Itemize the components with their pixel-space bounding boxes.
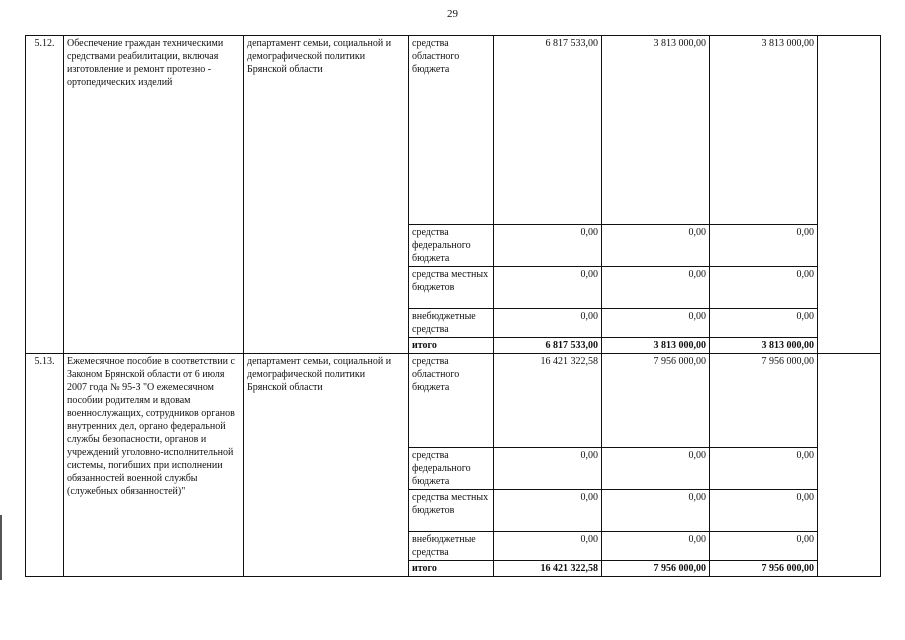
amount-col1: 16 421 322,58 (494, 354, 602, 448)
funding-source: внебюджетные средства (409, 309, 494, 338)
amount-col2: 0,00 (602, 309, 710, 338)
funding-source: средства местных бюджетов (409, 267, 494, 309)
funding-source-total: итого (409, 561, 494, 577)
amount-col1: 6 817 533,00 (494, 338, 602, 354)
amount-col1: 0,00 (494, 532, 602, 561)
amount-col2: 0,00 (602, 490, 710, 532)
executor: департамент семьи, социальной и демографической политики Брянской области (244, 36, 409, 354)
amount-col3: 3 813 000,00 (710, 36, 818, 225)
amount-col1: 16 421 322,58 (494, 561, 602, 577)
amount-col1: 0,00 (494, 448, 602, 490)
scan-edge-mark (0, 515, 2, 580)
amount-col2: 3 813 000,00 (602, 338, 710, 354)
blank-cell (818, 354, 881, 577)
item-number: 5.13. (26, 354, 64, 577)
amount-col3: 0,00 (710, 490, 818, 532)
amount-col1: 0,00 (494, 225, 602, 267)
amount-col3: 7 956 000,00 (710, 354, 818, 448)
funding-source: средства местных бюджетов (409, 490, 494, 532)
table-row (26, 36, 881, 225)
funding-source: средства областного бюджета (409, 36, 494, 225)
amount-col2: 0,00 (602, 448, 710, 490)
executor: департамент семьи, социальной и демографической политики Брянской области (244, 354, 409, 577)
amount-col3: 0,00 (710, 309, 818, 338)
amount-col2: 0,00 (602, 532, 710, 561)
amount-col3: 0,00 (710, 267, 818, 309)
amount-col2: 7 956 000,00 (602, 561, 710, 577)
blank-cell (818, 36, 881, 354)
amount-col3: 0,00 (710, 448, 818, 490)
funding-source: средства областного бюджета (409, 354, 494, 448)
amount-col3: 0,00 (710, 225, 818, 267)
amount-col1: 0,00 (494, 490, 602, 532)
funding-source: внебюджетные средства (409, 532, 494, 561)
amount-col2: 0,00 (602, 267, 710, 309)
amount-col1: 0,00 (494, 267, 602, 309)
amount-col3: 3 813 000,00 (710, 338, 818, 354)
funding-source-total: итого (409, 338, 494, 354)
measure-name: Обеспечение граждан техническими средствами реабилитации, включая изготовление и ремонт протезно - ортопедических изделий (64, 36, 244, 354)
budget-table (25, 35, 881, 577)
amount-col1: 6 817 533,00 (494, 36, 602, 225)
funding-source: средства федерального бюджета (409, 225, 494, 267)
amount-col3: 7 956 000,00 (710, 561, 818, 577)
amount-col2: 7 956 000,00 (602, 354, 710, 448)
item-number: 5.12. (26, 36, 64, 354)
funding-source: средства федерального бюджета (409, 448, 494, 490)
amount-col2: 3 813 000,00 (602, 36, 710, 225)
measure-name: Ежемесячное пособие в соответствии с Законом Брянской области от 6 июля 2007 года № 95-З "О ежемесячном пособии родителям и вдовам военнослужащих, сотрудников органов внутренних дел, органо федеральной службы безопасности, органов и учреждений уголовно-исполнительной системы, погибших при исполнении обязанностей военной службы (служебных обязанностей)" (64, 354, 244, 577)
amount-col2: 0,00 (602, 225, 710, 267)
amount-col3: 0,00 (710, 532, 818, 561)
page-number: 29 (447, 8, 458, 20)
amount-col1: 0,00 (494, 309, 602, 338)
table-row (26, 354, 881, 448)
